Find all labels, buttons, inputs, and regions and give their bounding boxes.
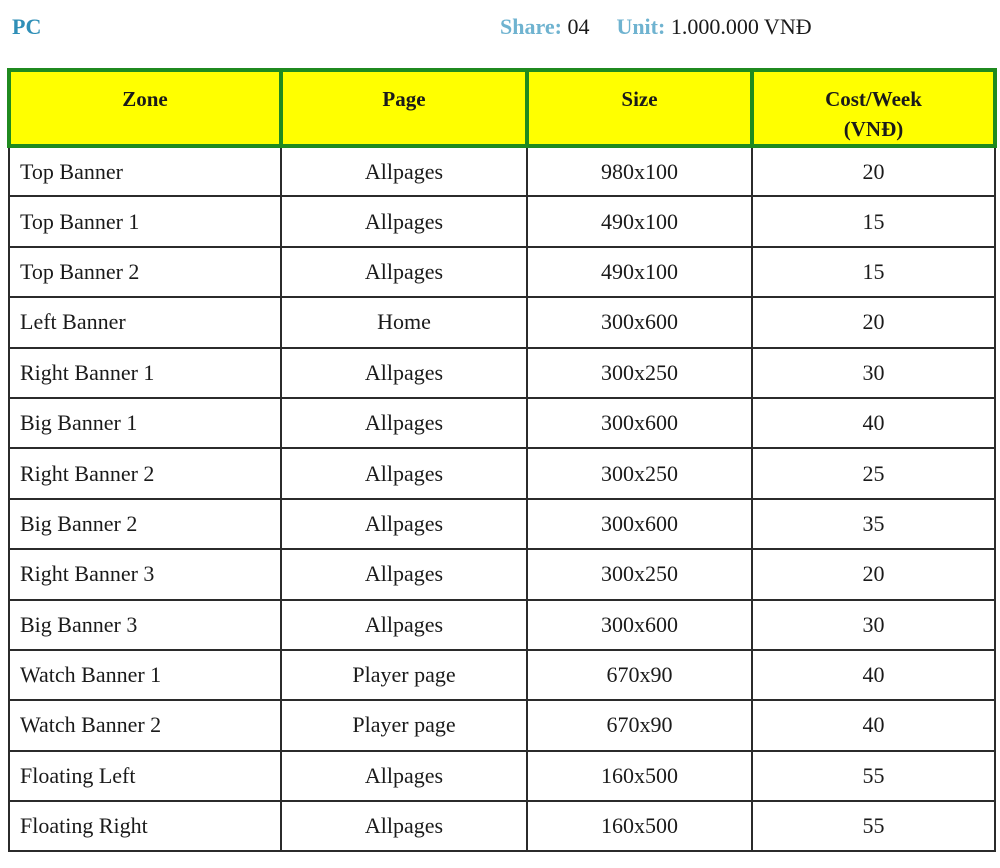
ad-price-table xyxy=(7,68,997,852)
cost-cell: 55 xyxy=(752,751,995,801)
cost-cell: 30 xyxy=(752,600,995,650)
zone-cell: Floating Left xyxy=(9,751,281,801)
table-row xyxy=(9,600,995,650)
page-cell: Allpages xyxy=(281,801,527,851)
zone-cell: Big Banner 2 xyxy=(9,499,281,549)
page-cell: Allpages xyxy=(281,448,527,498)
cost-cell: 40 xyxy=(752,398,995,448)
table-row xyxy=(9,650,995,700)
column-header-page: Page xyxy=(281,70,527,146)
table-header-row xyxy=(9,70,995,146)
share-unit-info xyxy=(500,14,812,40)
zone-cell: Right Banner 3 xyxy=(9,549,281,599)
zone-cell: Right Banner 1 xyxy=(9,348,281,398)
page-cell: Player page xyxy=(281,700,527,750)
page-cell: Player page xyxy=(281,650,527,700)
size-cell: 670x90 xyxy=(527,650,752,700)
table-row xyxy=(9,549,995,599)
zone-cell: Watch Banner 1 xyxy=(9,650,281,700)
column-header-zone: Zone xyxy=(9,70,281,146)
page-cell: Allpages xyxy=(281,146,527,196)
cost-cell: 35 xyxy=(752,499,995,549)
size-cell: 300x250 xyxy=(527,348,752,398)
size-cell: 300x600 xyxy=(527,499,752,549)
zone-cell: Right Banner 2 xyxy=(9,448,281,498)
zone-cell: Big Banner 1 xyxy=(9,398,281,448)
unit-label: Unit: xyxy=(616,14,666,39)
table-row xyxy=(9,448,995,498)
table-row xyxy=(9,146,995,196)
share-value: 04 xyxy=(567,14,590,39)
size-cell: 300x250 xyxy=(527,549,752,599)
page-cell: Allpages xyxy=(281,247,527,297)
cost-cell: 25 xyxy=(752,448,995,498)
cost-cell: 20 xyxy=(752,549,995,599)
table-row xyxy=(9,398,995,448)
column-header-size: Size xyxy=(527,70,752,146)
page-cell: Allpages xyxy=(281,549,527,599)
size-cell: 300x600 xyxy=(527,398,752,448)
zone-cell: Left Banner xyxy=(9,297,281,347)
size-cell: 980x100 xyxy=(527,146,752,196)
table-row xyxy=(9,499,995,549)
table-row xyxy=(9,751,995,801)
zone-cell: Floating Right xyxy=(9,801,281,851)
size-cell: 490x100 xyxy=(527,247,752,297)
share-label: Share: xyxy=(500,14,562,39)
table-row xyxy=(9,700,995,750)
cost-cell: 40 xyxy=(752,700,995,750)
size-cell: 160x500 xyxy=(527,751,752,801)
table-row xyxy=(9,247,995,297)
zone-cell: Big Banner 3 xyxy=(9,600,281,650)
cost-cell: 20 xyxy=(752,297,995,347)
size-cell: 160x500 xyxy=(527,801,752,851)
zone-cell: Top Banner 2 xyxy=(9,247,281,297)
cost-cell: 20 xyxy=(752,146,995,196)
size-cell: 300x250 xyxy=(527,448,752,498)
size-cell: 300x600 xyxy=(527,600,752,650)
page-cell: Home xyxy=(281,297,527,347)
page-cell: Allpages xyxy=(281,751,527,801)
page-cell: Allpages xyxy=(281,600,527,650)
unit-value: 1.000.000 VNĐ xyxy=(670,14,812,39)
page-cell: Allpages xyxy=(281,398,527,448)
cost-cell: 30 xyxy=(752,348,995,398)
table-row xyxy=(9,297,995,347)
zone-cell: Top Banner xyxy=(9,146,281,196)
size-cell: 490x100 xyxy=(527,196,752,246)
table-row xyxy=(9,348,995,398)
size-cell: 670x90 xyxy=(527,700,752,750)
zone-cell: Top Banner 1 xyxy=(9,196,281,246)
page-cell: Allpages xyxy=(281,499,527,549)
size-cell: 300x600 xyxy=(527,297,752,347)
cost-cell: 15 xyxy=(752,247,995,297)
zone-cell: Watch Banner 2 xyxy=(9,700,281,750)
table-row xyxy=(9,801,995,851)
cost-cell: 15 xyxy=(752,196,995,246)
page-cell: Allpages xyxy=(281,348,527,398)
cost-cell: 40 xyxy=(752,650,995,700)
platform-label: PC xyxy=(12,14,42,39)
cost-cell: 55 xyxy=(752,801,995,851)
column-header-cost: Cost/Week (VNĐ) xyxy=(752,70,995,146)
table-row xyxy=(9,196,995,246)
page-cell: Allpages xyxy=(281,196,527,246)
